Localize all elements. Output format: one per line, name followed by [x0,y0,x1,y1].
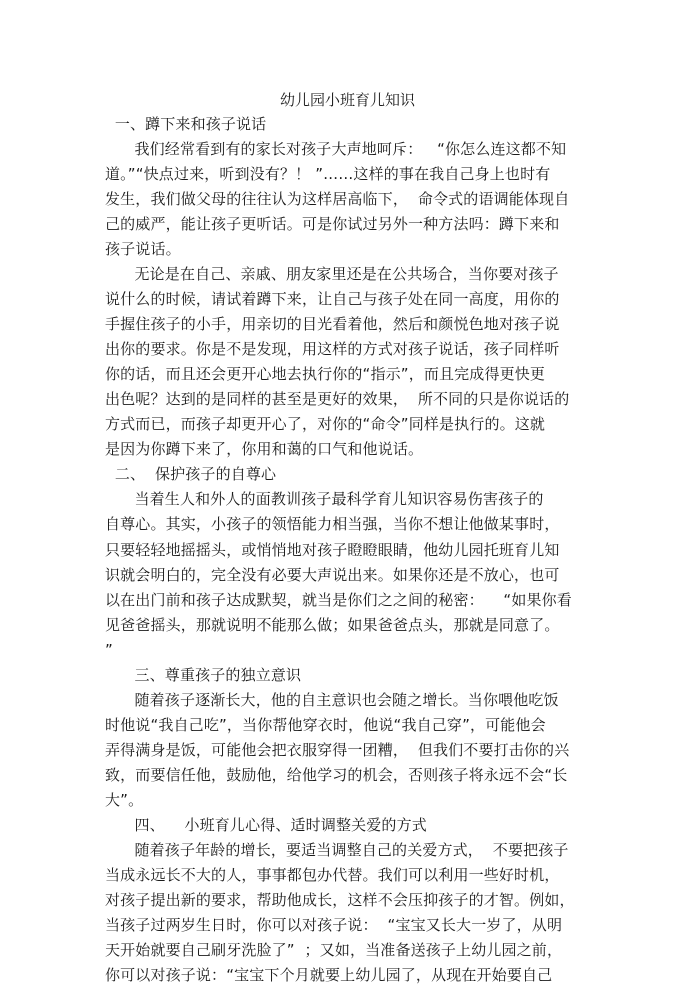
text-line: 随着孩子逐渐长大，他的自主意识也会随之增长。当你喂他吃饭 [105,691,559,709]
text-line: 你的话，而且还会更开心地去执行你的“指示”，而且完成得更快更 [105,365,546,383]
text-line: 对孩子提出新的要求，帮助他成长，这样不会压抑孩子的才智。例如， [105,891,575,909]
text-line: 弄得满身是饭，可能他会把衣服穿得一团糟， 但我们不要打击你的兴 [105,741,570,759]
section-heading: 四、 小班育儿心得、适时调整关爱的方式 [105,816,427,834]
text-line: 只要轻轻地摇摇头，或悄悄地对孩子瞪瞪眼睛，他幼儿园托班育儿知 [105,541,560,559]
text-line: 当成永远长不大的人，事事都包办代替。我们可以利用一些好时机， [105,866,560,884]
text-line: 见爸爸摇头，那就说明不能那么做；如果爸爸点头，那就是同意了。 [105,616,560,634]
text-line: 道。”“快点过来，听到没有？！ ”……这样的事在我自己身上也时有 [105,165,551,183]
text-line: 天开始就要自己刷牙洗脸了” ；又如，当准备送孩子上幼儿园之前， [105,941,563,959]
text-line: 说什么的时候，请试着蹲下来，让自己与孩子处在同一高度，用你的 [105,290,560,308]
text-line: 无论是在自己、亲戚、朋友家里还是在公共场合，当你要对孩子 [105,265,559,283]
section-heading: 二、 保护孩子的自尊心 [105,465,277,483]
document-title: 幼儿园小班育儿知识 [280,91,416,109]
text-line: 你可以对孩子说：“宝宝下个月就要上幼儿园了，从现在开始要自己 [105,966,553,984]
text-line: 大”。 [105,791,144,809]
text-line: 是因为你蹲下来了，你用和蔼的口气和他说话。 [105,440,424,458]
text-line: 方式而已，而孩子却更开心了，对你的“命令”同样是执行的。这就 [105,415,546,433]
text-line: 发生，我们做父母的往往认为这样居高临下， 命令式的语调能体现自 [105,190,570,208]
text-line: 我们经常看到有的家长对孩子大声地呵斥： “你怎么连这都不知 [105,140,567,158]
text-line: 当孩子过两岁生日时，你可以对孩子说： “宝宝又长大一岁了，从明 [105,916,563,934]
text-line: 自尊心。其实，小孩子的领悟能力相当强，当你不想让他做某事时， [105,515,560,533]
text-line: 出色呢？达到的是同样的甚至是更好的效果， 所不同的只是你说话的 [105,390,570,408]
text-line: 出你的要求。你是不是发现，用这样的方式对孩子说话，孩子同样听 [105,340,560,358]
text-line: 手握住孩子的小手，用亲切的目光看着他，然后和颜悦色地对孩子说 [105,315,560,333]
section-heading: 三、尊重孩子的独立意识 [105,666,302,684]
section-heading: 一、蹲下来和孩子说话 [105,115,267,133]
text-line: 己的威严，能让孩子更听话。可是你试过另外一种方法吗：蹲下来和 [105,215,560,233]
text-line: 以在出门前和孩子达成默契，就当是你们之之间的秘密： “如果你看 [105,591,572,609]
text-line: 时他说“我自己吃”，当你帮他穿衣时，他说“我自己穿”，可能他会 [105,716,546,734]
text-line: 当着生人和外人的面教训孩子最科学育儿知识容易伤害孩子的 [105,490,544,508]
text-line: 致，而要信任他，鼓励他，给他学习的机会，否则孩子将永远不会“长 [105,766,568,784]
text-line: 随着孩子年龄的增长，要适当调整自己的关爱方式， 不要把孩子 [105,841,569,859]
text-line: 识就会明白的，完全没有必要大声说出来。如果你还是不放心，也可 [105,566,560,584]
text-line: 孩子说话。 [105,240,181,258]
text-line: ” [105,641,113,659]
